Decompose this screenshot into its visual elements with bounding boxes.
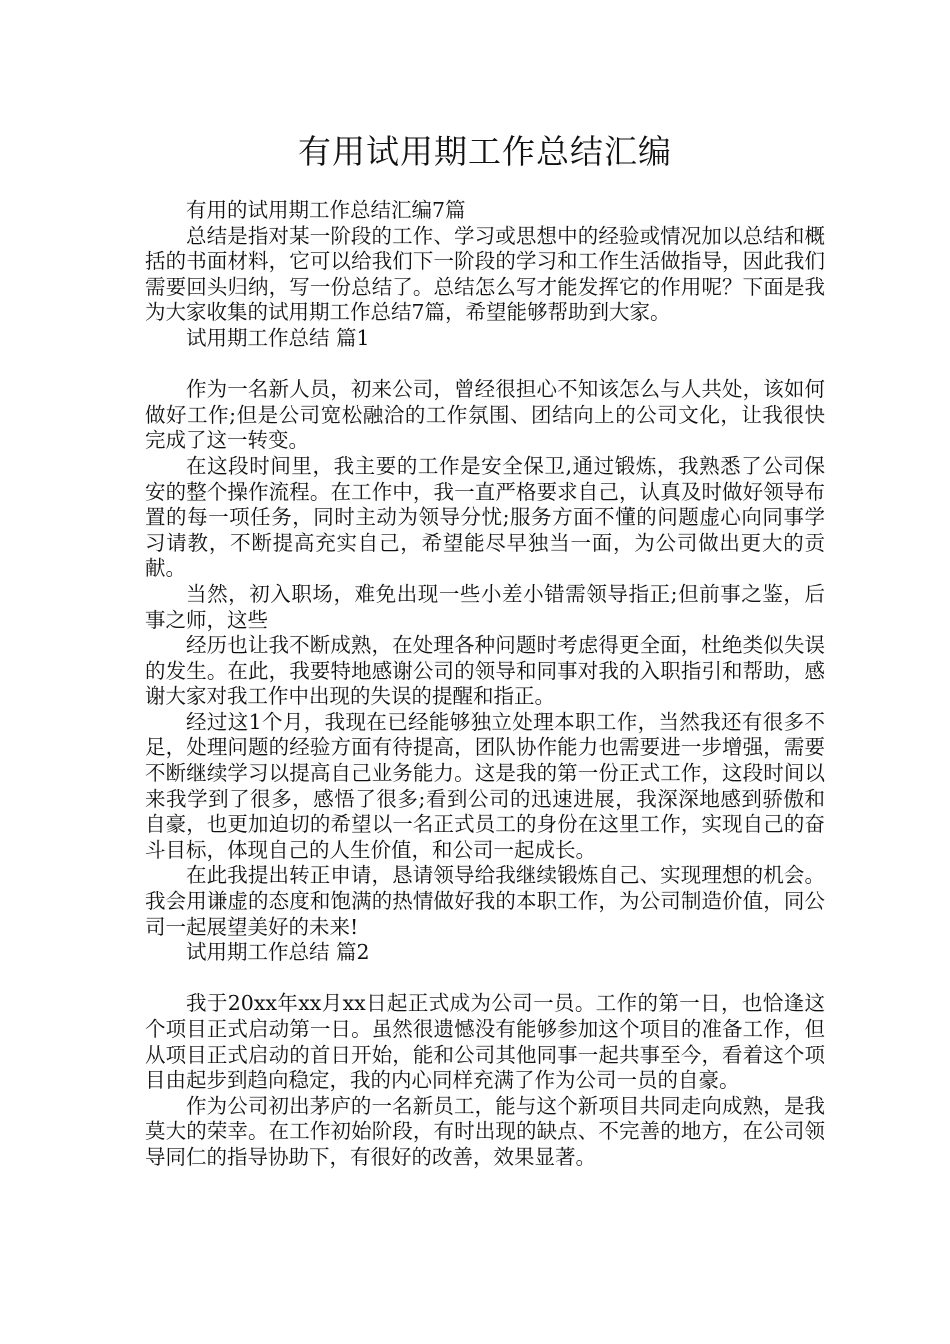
paragraph: 作为公司初出茅庐的一名新员工，能与这个新项目共同走向成熟，是我莫大的荣幸。在工作初始阶段，有时出现的缺点、不完善的地方，在公司领导同仁的指导协助下，有很好的改善，效果显著。: [145, 1093, 825, 1169]
paragraph: 在此我提出转正申请，恳请领导给我继续锻炼自己、实现理想的机会。我会用谦虚的态度和饱满的热情做好我的本职工作，为公司制造价值，同公司一起展望美好的未来!: [145, 863, 825, 939]
document-title: 有用试用期工作总结汇编: [298, 132, 672, 171]
paragraph: 我于20xx年xx月xx日起正式成为公司一员。工作的第一日，也恰逢这个项目正式启动第一日。虽然很遗憾没有能够参加这个项目的准备工作，但从项目正式启动的首日开始，能和公司其他同事一起共事至今，看着这个项目由起步到趋向稳定，我的内心同样充满了作为公司一员的自豪。: [145, 991, 825, 1093]
paragraph: 经过这1个月，我现在已经能够独立处理本职工作，当然我还有很多不足，处理问题的经验方面有待提高，团队协作能力也需要进一步增强，需要不断继续学习以提高自己业务能力。这是我的第一份正式工作，这段时间以来我学到了很多，感悟了很多;看到公司的迅速进展，我深深地感到骄傲和自豪，也更加迫切的希望以一名正式员工的身份在这里工作，实现自己的奋斗目标，体现自己的人生价值，和公司一起成长。: [145, 709, 825, 862]
paragraph: 当然，初入职场，难免出现一些小差小错需领导指正;但前事之鉴，后事之师，这些: [145, 581, 825, 632]
section-heading: 试用期工作总结 篇1: [186, 325, 370, 350]
paragraph: 在这段时间里，我主要的工作是安全保卫,通过锻炼，我熟悉了公司保安的整个操作流程。在工作中，我一直严格要求自己，认真及时做好领导布置的每一项任务，同时主动为领导分忧;服务方面不懂的问题虚心向同事学习请教，不断提高充实自己，希望能尽早独当一面，为公司做出更大的贡献。: [145, 453, 825, 581]
paragraph: 经历也让我不断成熟，在处理各种问题时考虑得更全面，杜绝类似失误的发生。在此，我要特地感谢公司的领导和同事对我的入职指引和帮助，感谢大家对我工作中出现的失误的提醒和指正。: [145, 633, 825, 709]
document-body: [145, 198, 825, 1171]
paragraph: 作为一名新人员，初来公司，曾经很担心不知该怎么与人共处，该如何做好工作;但是公司宽松融洽的工作氛围、团结向上的公司文化，让我很快完成了这一转变。: [145, 377, 825, 453]
paragraph: 有用的试用期工作总结汇编7篇: [186, 198, 466, 222]
document-page: [145, 128, 825, 1171]
paragraph: 总结是指对某一阶段的工作、学习或思想中的经验或情况加以总结和概括的书面材料，它可以给我们下一阶段的学习和工作生活做指导，因此我们需要回头归纳，写一份总结了。总结怎么写才能发挥它的作用呢？下面是我为大家收集的试用期工作总结7篇，希望能够帮助到大家。: [145, 223, 825, 325]
section-heading: 试用期工作总结 篇2: [186, 940, 370, 965]
